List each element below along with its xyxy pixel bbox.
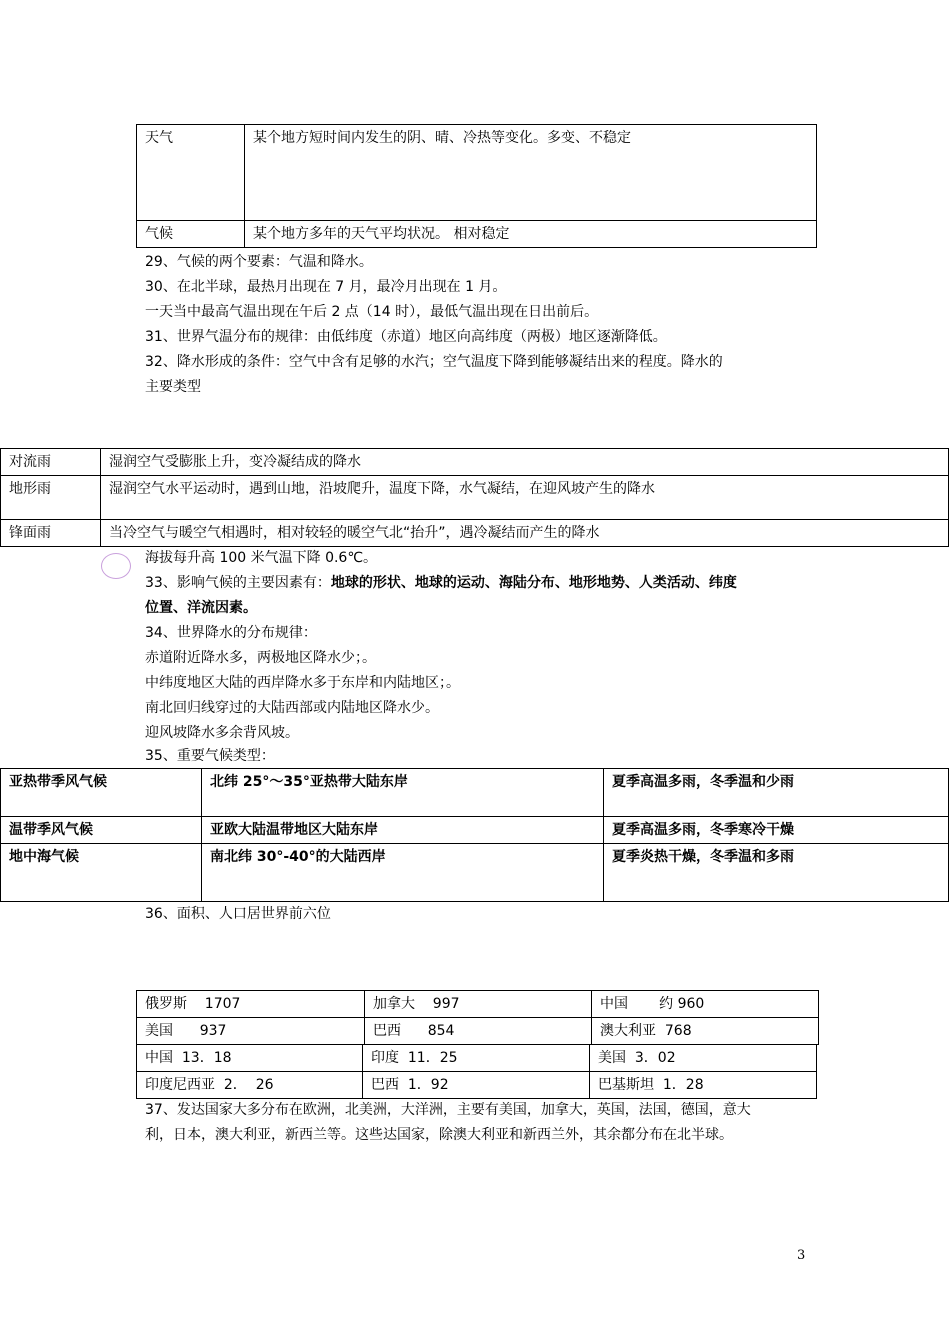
weather-desc: 某个地方短时间内发生的阴、晴、冷热等变化。多变、不稳定 — [245, 125, 817, 221]
climate-term: 气候 — [137, 221, 245, 248]
line-30: 30、在北半球，最热月出现在 7 月，最冷月出现在 1 月。 — [145, 279, 507, 295]
line-29: 29、气候的两个要素：气温和降水。 — [145, 254, 373, 270]
line-36: 36、面积、人口居世界前六位 — [145, 906, 331, 922]
rain-type-table — [0, 448, 949, 547]
weather-climate-table — [136, 124, 817, 248]
line-37: 37、发达国家大多分布在欧洲，北美洲，大洋洲，主要有美国，加拿大，英国，法国，德国，意大 — [145, 1102, 751, 1118]
rain-type-name: 锋面雨 — [1, 520, 101, 547]
line-32: 32、降水形成的条件：空气中含有足够的水汽；空气温度下降到能够凝结出来的程度。降水的 — [145, 354, 723, 370]
climate-desc: 某个地方多年的天气平均状况。 相对稳定 — [245, 221, 817, 248]
rain-type-desc: 湿润空气受膨胀上升，变冷凝结成的降水 — [101, 449, 949, 476]
climate-name: 地中海气候 — [1, 844, 202, 902]
line-37-cont: 利，日本，澳大利亚，新西兰等。这些达国家，除澳大利亚和新西兰外，其余都分布在北半球。 — [145, 1127, 733, 1143]
weather-term: 天气 — [137, 125, 245, 221]
rain-type-name: 地形雨 — [1, 476, 101, 520]
area-cell: 中国 约 960 — [592, 991, 819, 1018]
line-33-cont: 位置、洋流因素。 — [145, 600, 257, 616]
line-34-a: 赤道附近降水多，两极地区降水少；。 — [145, 650, 376, 666]
climate-feature: 夏季高温多雨，冬季寒冷干燥 — [604, 817, 949, 844]
rain-type-desc: 当冷空气与暖空气相遇时，相对较轻的暖空气北“抬升”，遇冷凝结而产生的降水 — [101, 520, 949, 547]
line-35: 35、重要气候类型： — [145, 748, 275, 764]
climate-location: 南北纬 30°-40°的大陆西岸 — [202, 844, 604, 902]
line-altitude: 海拔每升高 100 米气温下降 0.6℃。 — [145, 550, 378, 566]
line-34: 34、世界降水的分布规律： — [145, 625, 317, 641]
line-31: 31、世界气温分布的规律：由低纬度（赤道）地区向高纬度（两极）地区逐渐降低。 — [145, 329, 667, 345]
line-33-bold: 地球的形状、地球的运动、海陆分布、地形地势、人类活动、纬度 — [330, 575, 737, 591]
climate-feature: 夏季炎热干燥，冬季温和多雨 — [604, 844, 949, 902]
climate-name: 亚热带季风气候 — [1, 769, 202, 817]
climate-feature: 夏季高温多雨，冬季温和少雨 — [604, 769, 949, 817]
population-cell: 印度 11．25 — [363, 1045, 590, 1072]
population-cell: 中国 13．18 — [137, 1045, 363, 1072]
line-34-c: 南北回归线穿过的大陆西部或内陆地区降水少。 — [145, 700, 439, 716]
climate-name: 温带季风气候 — [1, 817, 202, 844]
rain-type-desc: 湿润空气水平运动时，遇到山地，沿坡爬升，温度下降，水气凝结，在迎风坡产生的降水 — [101, 476, 949, 520]
population-cell: 巴基斯坦 1．28 — [590, 1072, 817, 1099]
area-cell: 美国 937 — [137, 1018, 365, 1045]
population-cell: 巴西 1．92 — [363, 1072, 590, 1099]
page-number: 3 — [797, 1248, 806, 1263]
area-cell: 澳大利亚 768 — [592, 1018, 819, 1045]
area-cell: 巴西 854 — [365, 1018, 592, 1045]
circle-annotation — [101, 553, 131, 579]
population-table — [136, 1044, 817, 1099]
line-34-d: 迎风坡降水多余背风坡。 — [145, 725, 299, 741]
area-cell: 加拿大 997 — [365, 991, 592, 1018]
area-cell: 俄罗斯 1707 — [137, 991, 365, 1018]
climate-location: 亚欧大陆温带地区大陆东岸 — [202, 817, 604, 844]
line-33 — [145, 573, 737, 593]
line-daily-temp: 一天当中最高气温出现在午后 2 点（14 时），最低气温出现在日出前后。 — [145, 304, 599, 320]
population-cell: 印度尼西亚 2． 26 — [137, 1072, 363, 1099]
climate-location: 北纬 25°～35°亚热带大陆东岸 — [202, 769, 604, 817]
line-34-b: 中纬度地区大陆的西岸降水多于东岸和内陆地区；。 — [145, 675, 460, 691]
population-cell: 美国 3．02 — [590, 1045, 817, 1072]
line-32-cont: 主要类型 — [145, 379, 201, 395]
climate-type-table — [0, 768, 949, 902]
area-table — [136, 990, 819, 1045]
line-33-prefix: 33、影响气候的主要因素有： — [145, 575, 331, 591]
rain-type-name: 对流雨 — [1, 449, 101, 476]
